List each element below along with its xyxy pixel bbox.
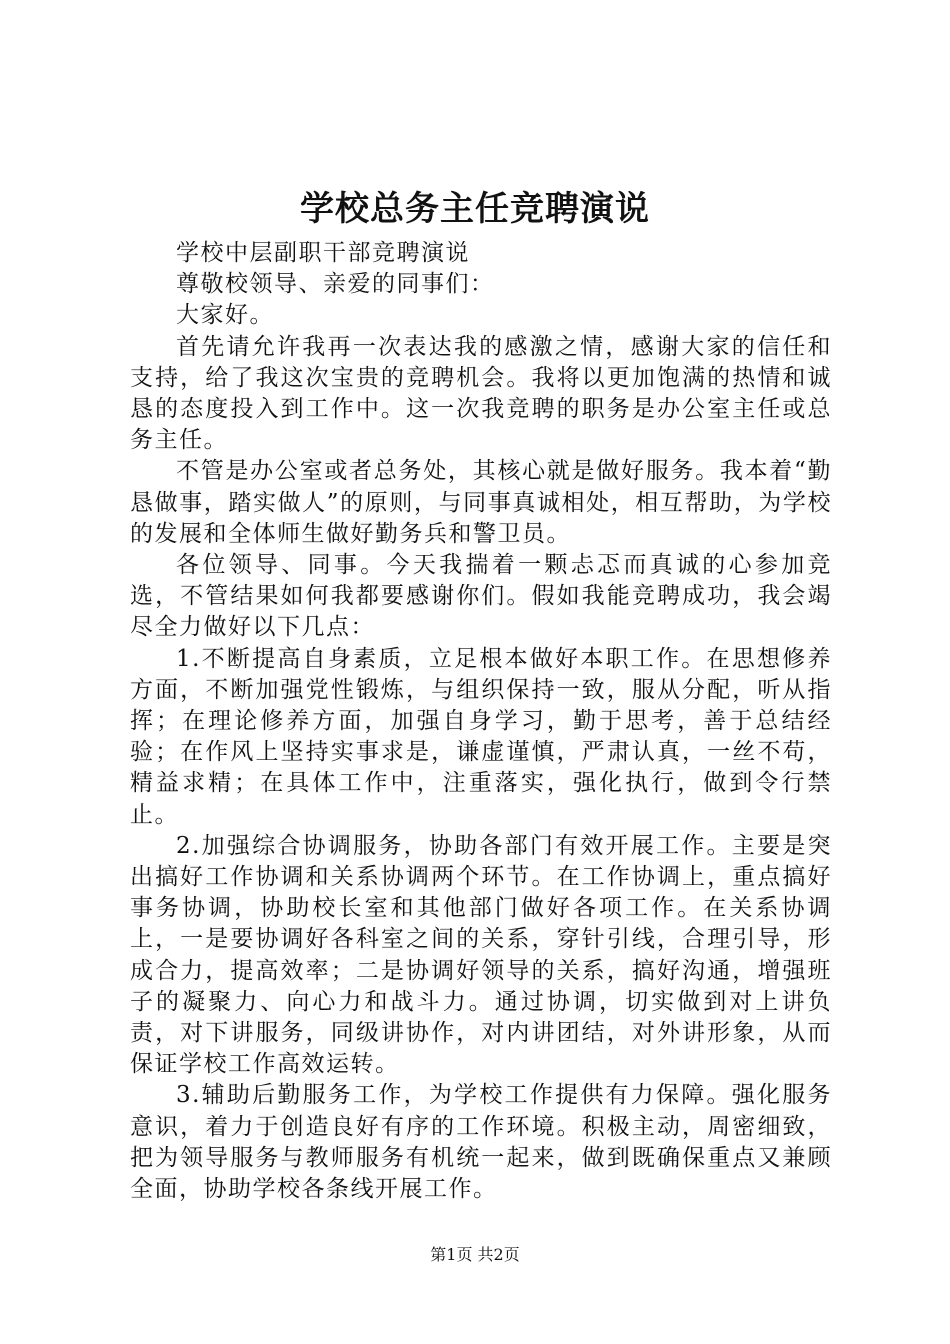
paragraph-commitment: 各位领导、同事。今天我揣着一颗忐忑而真诚的心参加竞选，不管结果如何我都要感谢你们。假如我能竞聘成功，我会竭尽全力做好以下几点： bbox=[130, 552, 832, 641]
document-body bbox=[130, 238, 832, 1205]
paragraph-intro: 首先请允许我再一次表达我的感激之情，感谢大家的信任和支持，给了我这次宝贵的竞聘机会。我将以更加饱满的热情和诚恳的态度投入到工作中。这一次我竞聘的职务是办公室主任或总务主任。 bbox=[130, 333, 832, 454]
page-number-footer: 第1页 共2页 bbox=[430, 1245, 520, 1264]
paragraph-point-1: 1.不断提高自身素质，立足根本做好本职工作。在思想修养方面，不断加强党性锻炼，与组织保持一致，服从分配，听从指挥；在理论修养方面，加强自身学习，勤于思考，善于总结经验；在作风上坚持实事求是，谦虚谨慎，严肃认真，一丝不苟，精益求精；在具体工作中，注重落实，强化执行，做到令行禁止。 bbox=[130, 645, 832, 828]
document-title: 学校总务主任竞聘演说 bbox=[300, 189, 650, 229]
paragraph-salutation: 尊敬校领导、亲爱的同事们： bbox=[176, 271, 495, 298]
paragraph-greeting: 大家好。 bbox=[176, 302, 274, 329]
paragraph-service: 不管是办公室或者总务处，其核心就是做好服务。我本着“勤恳做事，踏实做人”的原则，与同事真诚相处，相互帮助，为学校的发展和全体师生做好勤务兵和警卫员。 bbox=[130, 458, 832, 547]
paragraph-point-2: 2.加强综合协调服务，协助各部门有效开展工作。主要是突出搞好工作协调和关系协调两个环节。在工作协调上，重点搞好事务协调，协助校长室和其他部门做好各项工作。在关系协调上，一是要协调好各科室之间的关系，穿针引线，合理引导，形成合力，提高效率；二是协调好领导的关系，搞好沟通，增强班子的凝聚力、向心力和战斗力。通过协调，切实做到对上讲负责，对下讲服务，同级讲协作，对内讲团结，对外讲形象，从而保证学校工作高效运转。 bbox=[130, 832, 832, 1078]
paragraph-subtitle: 学校中层副职干部竞聘演说 bbox=[176, 240, 470, 266]
paragraph-point-3: 3.辅助后勤服务工作，为学校工作提供有力保障。强化服务意识，着力于创造良好有序的工作环境。积极主动，周密细致，把为领导服务与教师服务有机统一起来，做到既确保重点又兼顾全面，协助学校各条线开展工作。 bbox=[130, 1082, 832, 1203]
